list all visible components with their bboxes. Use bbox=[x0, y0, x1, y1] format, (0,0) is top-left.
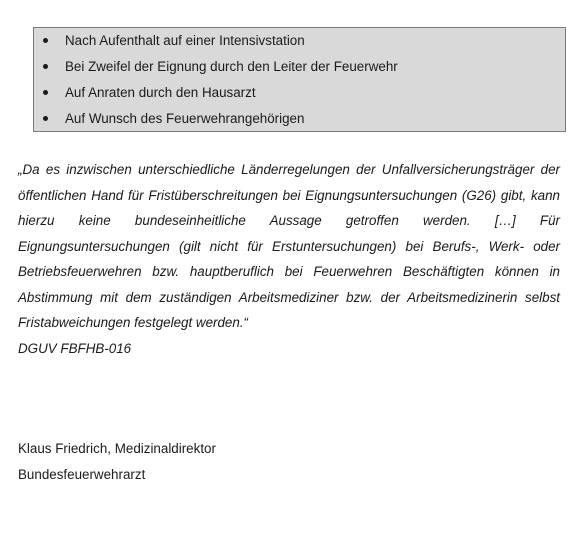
bullet-icon bbox=[43, 38, 48, 43]
list-item-text: Nach Aufenthalt auf einer Intensivstation bbox=[65, 33, 305, 48]
signature-block bbox=[18, 436, 216, 487]
signature-title: Bundesfeuerwehrarzt bbox=[18, 466, 146, 482]
list-item-text: Auf Wunsch des Feuerwehrangehörigen bbox=[65, 111, 305, 126]
list-item-text: Bei Zweifel der Eignung durch den Leiter der Feuerwehr bbox=[65, 59, 398, 74]
list-item-text: Auf Anraten durch den Hausarzt bbox=[65, 85, 256, 100]
criteria-list bbox=[34, 30, 565, 134]
list-item bbox=[34, 30, 565, 56]
signature-name: Klaus Friedrich, Medizinaldirektor bbox=[18, 441, 216, 456]
quote-block bbox=[18, 157, 560, 361]
bullet-icon bbox=[43, 64, 48, 69]
quote-source: DGUV FBFHB-016 bbox=[18, 340, 132, 356]
quote-text: „Da es inzwischen unterschiedliche Länderregelungen der Unfallversicherungsträger der öffentlichen Hand für Fristüberschreitungen bei Eignungsuntersuchungen (G26) gibt, kann hierzu keine bundeseinheitliche Aussage getroffen werden. […] Für Eignungsuntersuchungen (gilt nicht für Erstuntersuchungen) bei Berufs-, Werk- oder Betriebsfeuerwehren bzw. hauptberuflich bei Feuerwehren Beschäftigten können in Abstimmung mit dem zuständigen Arbeitsmediziner bzw. der Arbeitsmedizinerin selbst Fristabweichungen festgelegt werden.“ bbox=[18, 162, 560, 330]
criteria-box bbox=[33, 27, 566, 132]
list-item bbox=[34, 82, 565, 108]
list-item bbox=[34, 56, 565, 82]
list-item bbox=[34, 108, 565, 134]
bullet-icon bbox=[43, 116, 48, 121]
bullet-icon bbox=[43, 90, 48, 95]
